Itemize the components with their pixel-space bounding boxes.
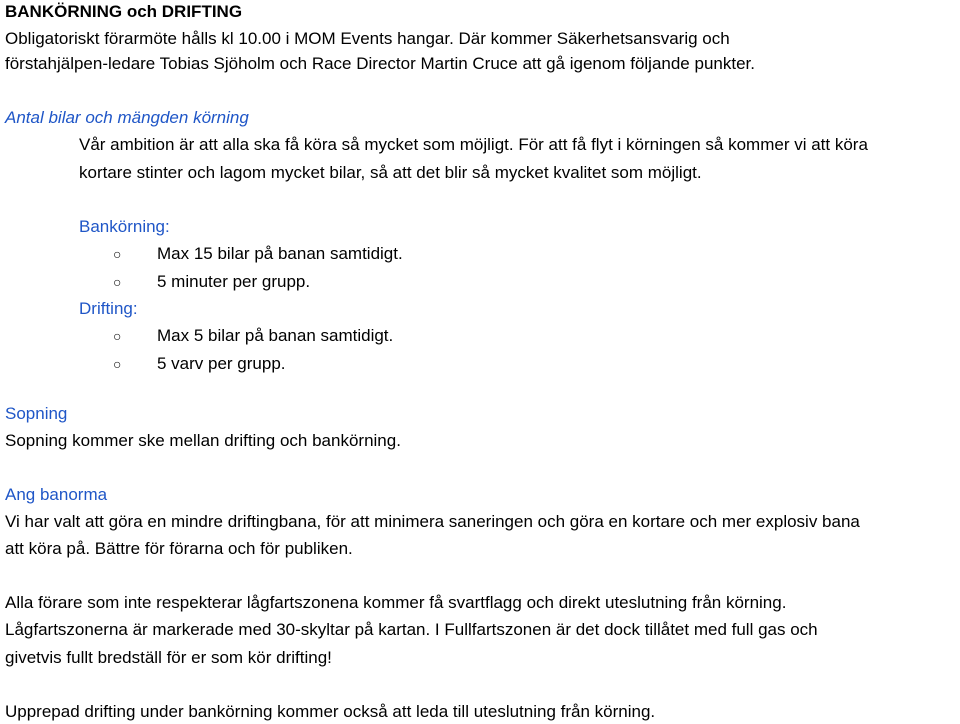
- bullet-icon: ○: [113, 274, 122, 290]
- bullet-icon: ○: [113, 328, 122, 344]
- rules-line-3: givetvis fullt bredställ för er som kör drifting!: [5, 648, 332, 667]
- banorma-line-1: Vi har valt att göra en mindre driftingbana, för att minimera saneringen och göra en kortare och mer explosiv bana: [5, 512, 860, 531]
- page-title: BANKÖRNING och DRIFTING: [5, 2, 243, 21]
- bullet-icon: ○: [113, 356, 122, 372]
- section-heading-sopning: Sopning: [5, 404, 68, 423]
- rules-line-2: Lågfartszonerna är markerade med 30-skyltar på kartan. I Fullfartszonen är det dock tillåtet med full gas och: [5, 620, 818, 639]
- cars-line-2: kortare stinter och lagom mycket bilar, så att det blir så mycket kvalitet som möjligt.: [79, 163, 702, 182]
- drifting-item-1: Max 5 bilar på banan samtidigt.: [157, 326, 394, 345]
- drifting-item-2: 5 varv per grupp.: [157, 354, 286, 373]
- intro-line-2: förstahjälpen-ledare Tobias Sjöholm och Race Director Martin Cruce att gå igenom följande punkter.: [5, 54, 755, 73]
- cars-line-1: Vår ambition är att alla ska få köra så mycket som möjligt. För att få flyt i körningen så kommer vi att köra: [79, 135, 868, 154]
- final-note: Upprepad drifting under bankörning kommer också att leda till uteslutning från körning.: [5, 702, 656, 721]
- bankorning-item-2: 5 minuter per grupp.: [157, 272, 311, 291]
- rules-line-1: Alla förare som inte respekterar lågfartszonena kommer få svartflagg och direkt uteslutning från körning.: [5, 593, 787, 612]
- section-heading-cars: Antal bilar och mängden körning: [5, 108, 249, 127]
- bankorning-label: Bankörning:: [79, 217, 170, 236]
- intro-line-1: Obligatoriskt förarmöte hålls kl 10.00 i MOM Events hangar. Där kommer Säkerhetsansvarig och: [5, 29, 730, 48]
- bullet-icon: ○: [113, 246, 122, 262]
- banorma-line-2: att köra på. Bättre för förarna och för publiken.: [5, 539, 353, 558]
- bankorning-item-1: Max 15 bilar på banan samtidigt.: [157, 244, 403, 263]
- drifting-label: Drifting:: [79, 299, 138, 318]
- sopning-text: Sopning kommer ske mellan drifting och bankörning.: [5, 431, 401, 450]
- section-heading-banorma: Ang banorma: [5, 485, 108, 504]
